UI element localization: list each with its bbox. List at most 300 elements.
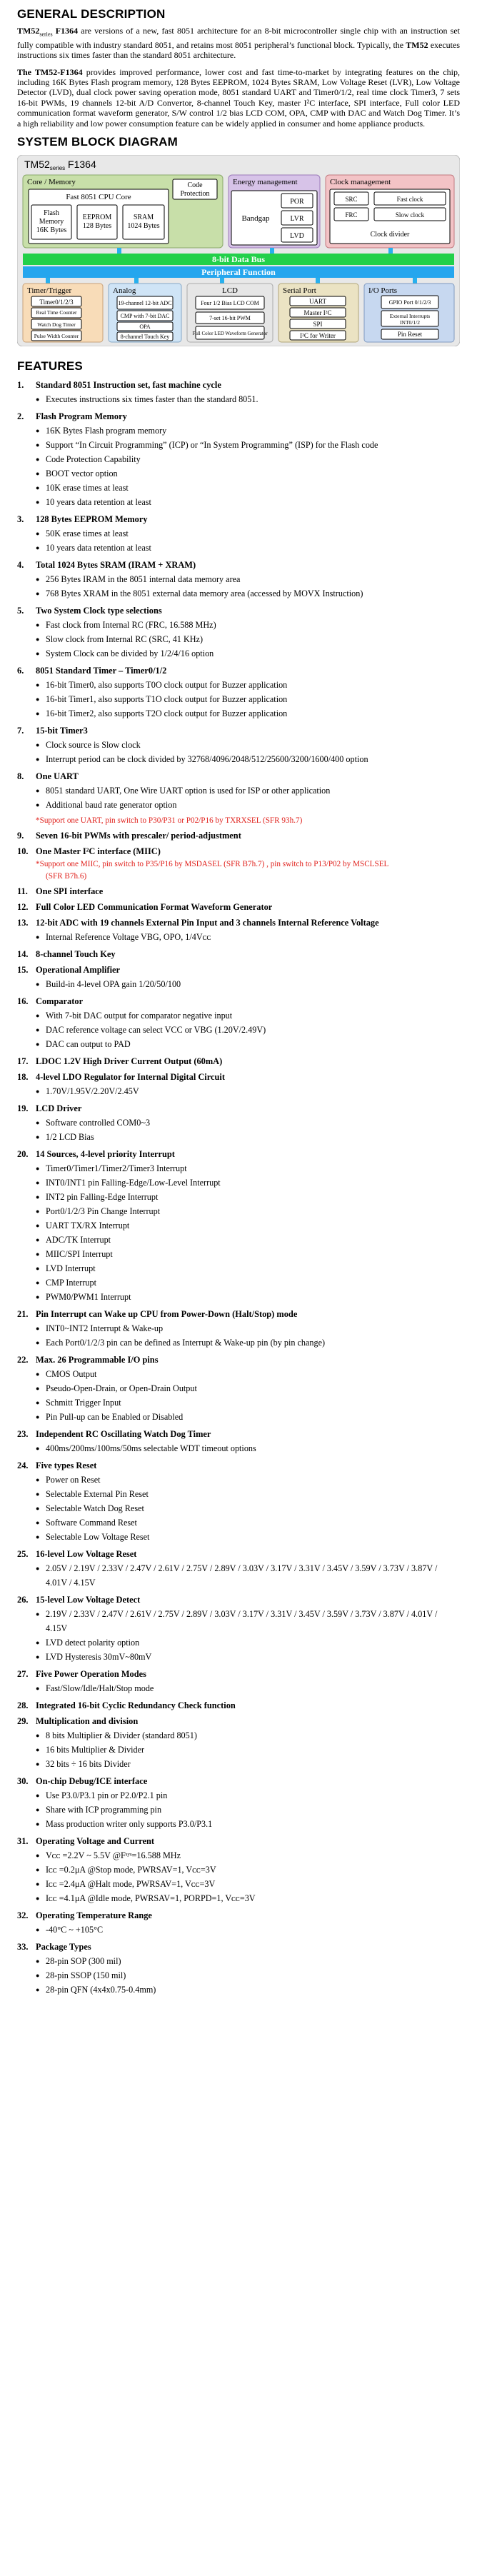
feature-bullet: ● 50K erase times at least [46, 526, 460, 541]
feature-sub-list [17, 678, 460, 721]
bus-connector [220, 278, 224, 284]
feature-number: 31. [17, 1836, 29, 1847]
feature-sub-list [17, 1367, 460, 1424]
feature-bullet: ● 256 Bytes IRAM in the 8051 internal data memory area [46, 572, 460, 586]
feature-bullet: ● PWM0/PWM1 Interrupt [46, 1290, 460, 1304]
feature-title [17, 1547, 460, 1561]
feature-bullet: ● 400ms/200ms/100ms/50ms selectable WDT timeout options [46, 1441, 460, 1455]
diagram-title: $TM52_{series}$ F1364 [24, 159, 96, 172]
feature-sub-list [17, 930, 460, 944]
feature-title [17, 828, 460, 843]
feature-title [17, 1667, 460, 1681]
feature-number: 20. [17, 1149, 29, 1160]
bus-connector [316, 278, 320, 284]
feature-title-text: Operating Temperature Range [36, 1910, 152, 1921]
feature-bullet: ● Iᴄᴄ =2.4μA @Halt mode, PWRSAV=1, Vᴄᴄ=3V [46, 1877, 460, 1891]
feature-number: 1. [17, 380, 24, 391]
feature-sub-list [17, 392, 460, 406]
feature-title [17, 409, 460, 424]
peripheral-label: Peripheral Function [201, 267, 276, 278]
feature-bullet: ● Pin Pull-up can be Enabled or Disabled [46, 1410, 460, 1424]
energy-management-title: Energy management [233, 178, 298, 187]
sram-label: 1024 Bytes [127, 222, 160, 231]
feature-sub-list [17, 1681, 460, 1695]
feature-item [17, 1427, 460, 1455]
feature-item [17, 378, 460, 406]
bus-connector [413, 278, 417, 284]
feature-sub-list [17, 572, 460, 601]
feature-title-text: Standard 8051 Instruction set, fast machine cycle [36, 380, 221, 391]
feature-number: 6. [17, 666, 24, 676]
feature-bullet: ● Clock source is Slow clock [46, 738, 460, 752]
feature-number: 22. [17, 1355, 29, 1365]
feature-title-text: Seven 16-bit PWMs with prescaler/ period-adjustment [36, 831, 241, 841]
feature-bullet: ● Iᴄᴄ =4.1μA @Idle mode, PWRSAV=1, PORPD=1, Vᴄᴄ=3V [46, 1891, 460, 1905]
feature-note [17, 815, 460, 827]
feature-title-text: Comparator [36, 996, 84, 1007]
lvr-label: LVR [290, 215, 304, 224]
feature-number: 19. [17, 1103, 29, 1114]
feature-bullet: ● Additional baud rate generator option [46, 798, 460, 812]
feature-title-text: LDOC 1.2V High Driver Current Output (60mA) [36, 1056, 223, 1067]
feature-bullet: ● Fast clock from Internal RC (FRC, 16.588 MHz) [46, 618, 460, 632]
feature-title-text: 4-level LDO Regulator for Internal Digital Circuit [36, 1072, 225, 1083]
feature-title [17, 663, 460, 678]
feature-item [17, 1101, 460, 1144]
touch-key-label: 8-channel Touch Key [120, 334, 170, 341]
feature-title-text: Operational Amplifier [36, 965, 121, 976]
feature-title [17, 1940, 460, 1954]
adc-label: 19-channel 12-bit ADC [118, 300, 172, 307]
feature-bullet: ● 16-bit Timer1, also supports T1O clock output for Buzzer application [46, 692, 460, 706]
feature-bullet: ● Software controlled COM0~3 [46, 1116, 460, 1130]
feature-title [17, 1458, 460, 1473]
feature-number: 27. [17, 1669, 29, 1680]
feature-title-text: Total 1024 Bytes SRAM (IRAM + XRAM) [36, 560, 196, 571]
block-diagram-svg [17, 155, 460, 346]
feature-item [17, 963, 460, 991]
feature-title [17, 1054, 460, 1068]
pin-reset-label: Pin Reset [397, 331, 423, 339]
feature-bullet: ● LVD Hysteresis 30mV~80mV [46, 1650, 460, 1664]
external-interrupts-label: INT0/1/2 [400, 319, 420, 326]
feature-item [17, 947, 460, 961]
flash-label: Flash [44, 209, 59, 218]
feature-item [17, 844, 460, 883]
feature-sub-list [17, 424, 460, 509]
feature-sub-list [17, 1116, 460, 1144]
pwc-label: Pulse Width Counter [34, 333, 79, 340]
feature-number: 25. [17, 1549, 29, 1560]
paragraph-text: are versions of a new, fast 8051 architecture for an 8-bit microcontroller single chip with an instruction set fully compatible with industry standard 8051, and retains most 8051 peripheral’s functional block. Typically, the [17, 26, 460, 50]
feature-bullet: ● Internal Reference Voltage VBG, OPO, 1/4Vᴄᴄ [46, 930, 460, 944]
chip-model: F1364 [52, 26, 79, 36]
feature-number: 14. [17, 949, 29, 960]
feature-number: 32. [17, 1910, 29, 1921]
feature-item [17, 1070, 460, 1098]
bus-connector [134, 278, 139, 284]
feature-bullet: ● With 7-bit DAC output for comparator negative input [46, 1008, 460, 1023]
feature-bullet: ● Share with ICP programming pin [46, 1803, 460, 1817]
feature-title-text: 8051 Standard Timer – Timer0/1/2 [36, 666, 167, 676]
bus-connector [388, 248, 393, 254]
feature-title-text: Independent RC Oscillating Watch Dog Timer [36, 1429, 211, 1440]
feature-title [17, 947, 460, 961]
lcd-com-label: Four 1/2 Bias LCD COM [201, 300, 259, 307]
feature-bullet: ● Use P3.0/P3.1 pin or P2.0/P2.1 pin [46, 1788, 460, 1803]
feature-item [17, 1353, 460, 1424]
feature-title [17, 884, 460, 898]
feature-number: 10. [17, 846, 29, 857]
feature-sub-list [17, 1728, 460, 1771]
feature-bullet: ● 2.05V / 2.19V / 2.33V / 2.47V / 2.61V / 2.75V / 2.89V / 3.03V / 3.17V / 3.31V / 3.45V / 3.59V / 3.73V / 3.87V / 4.01V / 4.15V [46, 1561, 460, 1590]
feature-bullet: ● Mass production writer only supports P3.0/P3.1 [46, 1817, 460, 1831]
feature-number: 15. [17, 965, 29, 976]
feature-sub-list [17, 783, 460, 812]
feature-number: 8. [17, 771, 24, 782]
feature-sub-list [17, 738, 460, 766]
feature-title-text: One Master I²C interface (MIIC) [36, 846, 161, 857]
feature-title [17, 723, 460, 738]
wdt-label: Watch Dog Timer [37, 321, 76, 329]
feature-bullet: ● MIIC/SPI Interrupt [46, 1247, 460, 1261]
general-description-paragraph-1 [17, 26, 460, 61]
feature-note-line: *Support one MIIC, pin switch to P35/P16 by MSDASEL (SFR B7h.7) , pin switch to P13/P02 by MSCLSEL [36, 860, 389, 869]
feature-sub-list [17, 1473, 460, 1544]
feature-title-text: 15-bit Timer3 [36, 726, 88, 736]
feature-title-text: Two System Clock type selections [36, 606, 162, 616]
cpu-core-label: Fast 8051 CPU Core [66, 193, 131, 202]
feature-title-text: One SPI interface [36, 886, 104, 897]
feature-sub-list [17, 1321, 460, 1350]
feature-item [17, 409, 460, 509]
feature-item [17, 884, 460, 898]
feature-title-text: Multiplication and division [36, 1716, 139, 1727]
feature-bullet: ● 10 years data retention at least [46, 495, 460, 509]
uart-label: UART [309, 298, 326, 306]
feature-number: 23. [17, 1429, 29, 1440]
feature-title [17, 603, 460, 618]
feature-item [17, 1307, 460, 1350]
feature-title-text: On-chip Debug/ICE interface [36, 1776, 148, 1787]
feature-item [17, 1547, 460, 1590]
feature-sub-list [17, 1788, 460, 1831]
analog-title: Analog [113, 286, 136, 296]
feature-item [17, 1940, 460, 1997]
feature-bullet: ● Port0/1/2/3 Pin Change Interrupt [46, 1204, 460, 1218]
paragraph-text: executes instructions six times faster than the standard 8051 architecture. [17, 39, 461, 61]
feature-bullet: ● Selectable External Pin Reset [46, 1487, 460, 1501]
bus-connector [46, 278, 50, 284]
feature-bullet: ● 16K Bytes Flash program memory [46, 424, 460, 438]
bus-connector [117, 248, 121, 254]
feature-bullet: ● Software Command Reset [46, 1515, 460, 1530]
feature-title-text: 15-level Low Voltage Detect [36, 1595, 141, 1605]
feature-bullet: ● LVD detect polarity option [46, 1635, 460, 1650]
feature-item [17, 916, 460, 944]
feature-item [17, 769, 460, 827]
feature-title-text: 8-channel Touch Key [36, 949, 116, 960]
feature-item [17, 900, 460, 914]
timer0123-label: Timer0/1/2/3 [39, 299, 74, 306]
clock-management-title: Clock management [330, 178, 391, 187]
feature-item [17, 1593, 460, 1664]
feature-title [17, 1101, 460, 1116]
feature-note-line: *Support one UART, pin switch to P30/P31 or P02/P16 by TXRXSEL (SFR 93h.7) [36, 816, 303, 826]
feature-bullet: ● Interrupt period can be clock divided by 32768/4096/2048/512/25600/3200/1600/400 option [46, 752, 460, 766]
feature-number: 3. [17, 514, 24, 525]
serial-port-title: Serial Port [283, 286, 316, 296]
feature-sub-list [17, 618, 460, 661]
feature-title [17, 1834, 460, 1848]
feature-title [17, 1774, 460, 1788]
feature-bullet: ● 1.70V/1.95V/2.20V/2.45V [46, 1084, 460, 1098]
fast-clock-label: Fast clock [396, 196, 423, 204]
feature-bullet: ● -40°C ~ +105°C [46, 1923, 460, 1937]
eeprom-label: 128 Bytes [82, 222, 112, 231]
feature-number: 4. [17, 560, 24, 571]
feature-bullet: ● 16 bits Multiplier & Divider [46, 1743, 460, 1757]
feature-note-line: (SFR B7h.6) [46, 872, 87, 881]
feature-title-text: Package Types [36, 1942, 91, 1953]
feature-sub-list [17, 1084, 460, 1098]
feature-number: 18. [17, 1072, 29, 1083]
spi-label: SPI [313, 321, 323, 329]
feature-item [17, 1054, 460, 1068]
feature-bullet: ● Schmitt Trigger Input [46, 1395, 460, 1410]
feature-bullet: ● CMP Interrupt [46, 1276, 460, 1290]
feature-bullet: ● 768 Bytes XRAM in the 8051 external data memory area (accessed by MOVX Instruction) [46, 586, 460, 601]
rtc-label: Real Time Counter [36, 309, 77, 316]
feature-sub-list [17, 1848, 460, 1905]
feature-item [17, 1714, 460, 1771]
feature-title [17, 1698, 460, 1713]
feature-item [17, 828, 460, 843]
feature-bullet: ● LVD Interrupt [46, 1261, 460, 1276]
chip-series: series [39, 31, 53, 38]
feature-title-text: Five Power Operation Modes [36, 1669, 146, 1680]
master-i2c-label: Master I²C [303, 309, 332, 317]
feature-bullet: ● Each Port0/1/2/3 pin can be defined as Interrupt & Wake-up pin (by pin change) [46, 1335, 460, 1350]
features-list [17, 378, 460, 1997]
feature-number: 28. [17, 1700, 29, 1711]
feature-title-text: 128 Bytes EEPROM Memory [36, 514, 148, 525]
feature-title-text: 12-bit ADC with 19 channels External Pin Input and 3 channels Internal Reference Voltage [36, 918, 379, 928]
feature-bullet: ● 2.19V / 2.33V / 2.47V / 2.61V / 2.75V / 2.89V / 3.03V / 3.17V / 3.31V / 3.45V / 3.59V / 3.73V / 3.87V / 4.01V / 4.15V [46, 1607, 460, 1635]
frc-label: FRC [345, 211, 358, 219]
feature-title [17, 963, 460, 977]
feature-bullet: ● 8051 standard UART, One Wire UART option is used for ISP or other application [46, 783, 460, 798]
eeprom-label: EEPROM [82, 214, 112, 222]
feature-bullet: ● 28-pin SOP (300 mil) [46, 1954, 460, 1968]
chip-name: TM52 [17, 26, 40, 36]
feature-sub-list [17, 1561, 460, 1590]
feature-title-text: Operating Voltage and Current [36, 1836, 155, 1847]
feature-sub-list [17, 1954, 460, 1997]
feature-bullet: ● 8 bits Multiplier & Divider (standard 8051) [46, 1728, 460, 1743]
feature-bullet: ● INT0/INT1 pin Falling-Edge/Low-Level Interrupt [46, 1176, 460, 1190]
feature-bullet: ● Timer0/Timer1/Timer2/Timer3 Interrupt [46, 1161, 460, 1176]
code-protection-label: Protection [180, 190, 210, 199]
feature-title-text: LCD Driver [36, 1103, 82, 1114]
feature-item [17, 1458, 460, 1544]
fullcolor-label: Full Color LED Waveform Generator [192, 331, 268, 337]
feature-number: 12. [17, 902, 29, 913]
feature-title [17, 512, 460, 526]
feature-bullet: ● Executes instructions six times faster than the standard 8051. [46, 392, 460, 406]
feature-bullet: ● Code Protection Capability [46, 452, 460, 466]
feature-sub-list [17, 977, 460, 991]
bandgap-label: Bandgap [241, 214, 270, 224]
feature-title [17, 1353, 460, 1367]
sram-label: SRAM [133, 214, 154, 222]
feature-number: 17. [17, 1056, 29, 1067]
feature-number: 30. [17, 1776, 29, 1787]
feature-item [17, 558, 460, 601]
general-description-heading: GENERAL DESCRIPTION [17, 7, 166, 21]
feature-bullet: ● ADC/TK Interrupt [46, 1233, 460, 1247]
feature-number: 29. [17, 1716, 29, 1727]
feature-number: 21. [17, 1309, 29, 1320]
feature-item [17, 1147, 460, 1304]
feature-title-text: One UART [36, 771, 79, 782]
feature-bullet: ● Selectable Watch Dog Reset [46, 1501, 460, 1515]
feature-item [17, 1667, 460, 1695]
external-interrupts-label: External Interrupts [389, 313, 431, 320]
feature-number: 24. [17, 1460, 29, 1471]
gpio-label: GPIO Port 0/1/2/3 [388, 299, 431, 306]
lcd-title: LCD [222, 286, 238, 296]
feature-bullet: ● Pseudo-Open-Drain, or Open-Drain Output [46, 1381, 460, 1395]
timer-trigger-title: Timer/Trigger [27, 286, 72, 296]
feature-bullet: ● Support “In Circuit Programming” (ICP) or “In System Programming” (ISP) for the Flash code [46, 438, 460, 452]
feature-bullet: ● Fast/Slow/Idle/Halt/Stop mode [46, 1681, 460, 1695]
feature-title-text: Flash Program Memory [36, 411, 127, 422]
feature-title [17, 1714, 460, 1728]
cmp-label: CMP with 7-bit DAC [120, 313, 170, 320]
feature-bullet: ● 16-bit Timer0, also supports T0O clock output for Buzzer application [46, 678, 460, 692]
feature-sub-list [17, 1923, 460, 1937]
feature-title [17, 769, 460, 783]
code-protection-label: Code [187, 181, 203, 190]
feature-title [17, 1427, 460, 1441]
feature-title-text: Full Color LED Communication Format Waveform Generator [36, 902, 273, 913]
feature-item [17, 1908, 460, 1937]
feature-number: 2. [17, 411, 24, 422]
feature-sub-list [17, 1161, 460, 1304]
feature-sub-list [17, 526, 460, 555]
feature-number: 9. [17, 831, 24, 841]
data-bus-label: 8-bit Data Bus [211, 254, 266, 265]
system-block-diagram [17, 155, 460, 349]
chip-name: TM52 [406, 39, 428, 50]
io-ports-title: I/O Ports [368, 286, 398, 296]
feature-title [17, 1593, 460, 1607]
feature-bullet: ● DAC can output to PAD [46, 1037, 460, 1051]
feature-number: 7. [17, 726, 24, 736]
general-description-paragraph-2 [17, 67, 460, 129]
feature-title [17, 916, 460, 930]
bus-connector [270, 248, 274, 254]
feature-item [17, 512, 460, 555]
pwm-label: 7-set 16-bit PWM [209, 315, 251, 322]
feature-title-text: Max. 26 Programmable I/O pins [36, 1355, 159, 1365]
feature-bullet: ● Slow clock from Internal RC (SRC, 41 KHz) [46, 632, 460, 646]
features-heading: FEATURES [17, 359, 83, 374]
core-memory-title: Core / Memory [27, 178, 76, 187]
feature-sub-list [17, 1008, 460, 1051]
feature-title [17, 844, 460, 858]
feature-bullet: ● System Clock can be divided by 1/2/4/16 option [46, 646, 460, 661]
feature-item [17, 603, 460, 661]
feature-bullet: ● Vᴄᴄ =2.2V ~ 5.5V @Fˢʸˢ=16.588 MHz [46, 1848, 460, 1863]
feature-bullet: ● INT2 pin Falling-Edge Interrupt [46, 1190, 460, 1204]
feature-bullet: ● Selectable Low Voltage Reset [46, 1530, 460, 1544]
system-block-diagram-heading: SYSTEM BLOCK DIAGRAM [17, 135, 178, 149]
feature-title [17, 900, 460, 914]
feature-title [17, 558, 460, 572]
i2c-writer-label: I²C for Writer [300, 332, 336, 340]
feature-item [17, 1774, 460, 1831]
feature-bullet: ● 28-pin SSOP (150 mil) [46, 1968, 460, 1983]
feature-number: 16. [17, 996, 29, 1007]
feature-bullet: ● 28-pin QFN (4x4x0.75-0.4mm) [46, 1983, 460, 1997]
feature-bullet: ● Power on Reset [46, 1473, 460, 1487]
feature-title-text: 14 Sources, 4-level priority Interrupt [36, 1149, 175, 1160]
feature-title-text: Pin Interrupt can Wake up CPU from Power-Down (Halt/Stop) mode [36, 1309, 298, 1320]
feature-title-text: Integrated 16-bit Cyclic Redundancy Check function [36, 1700, 236, 1711]
src-label: SRC [345, 196, 358, 204]
chip-name: The TM52-F1364 [17, 66, 83, 77]
feature-bullet: ● BOOT vector option [46, 466, 460, 481]
feature-title [17, 1070, 460, 1084]
feature-title [17, 994, 460, 1008]
feature-item [17, 663, 460, 721]
feature-title [17, 1908, 460, 1923]
feature-bullet: ● UART TX/RX Interrupt [46, 1218, 460, 1233]
lvd-label: LVD [290, 232, 304, 241]
feature-bullet: ● INT0~INT2 Interrupt & Wake-up [46, 1321, 460, 1335]
feature-number: 5. [17, 606, 24, 616]
feature-bullet: ● Build-in 4-level OPA gain 1/20/50/100 [46, 977, 460, 991]
opa-label: OPA [139, 324, 151, 331]
feature-title [17, 1307, 460, 1321]
feature-number: 11. [17, 886, 28, 897]
feature-bullet: ● 10K erase times at least [46, 481, 460, 495]
feature-sub-list [17, 1607, 460, 1664]
feature-title-text: Five types Reset [36, 1460, 97, 1471]
flash-label: Memory [39, 218, 64, 226]
feature-item [17, 723, 460, 766]
feature-title [17, 1147, 460, 1161]
feature-sub-list [17, 1441, 460, 1455]
slow-clock-label: Slow clock [395, 211, 425, 219]
feature-item [17, 994, 460, 1051]
feature-note [17, 858, 460, 883]
feature-item [17, 1698, 460, 1713]
feature-bullet: ● 32 bits ÷ 16 bits Divider [46, 1757, 460, 1771]
flash-label: 16K Bytes [36, 226, 67, 235]
feature-bullet: ● CMOS Output [46, 1367, 460, 1381]
feature-title [17, 378, 460, 392]
clock-divider-label: Clock divider [370, 231, 410, 239]
por-label: POR [290, 198, 304, 206]
feature-item [17, 1834, 460, 1905]
feature-bullet: ● 1/2 LCD Bias [46, 1130, 460, 1144]
feature-bullet: ● 16-bit Timer2, also supports T2O clock output for Buzzer application [46, 706, 460, 721]
feature-number: 33. [17, 1942, 29, 1953]
feature-number: 26. [17, 1595, 29, 1605]
